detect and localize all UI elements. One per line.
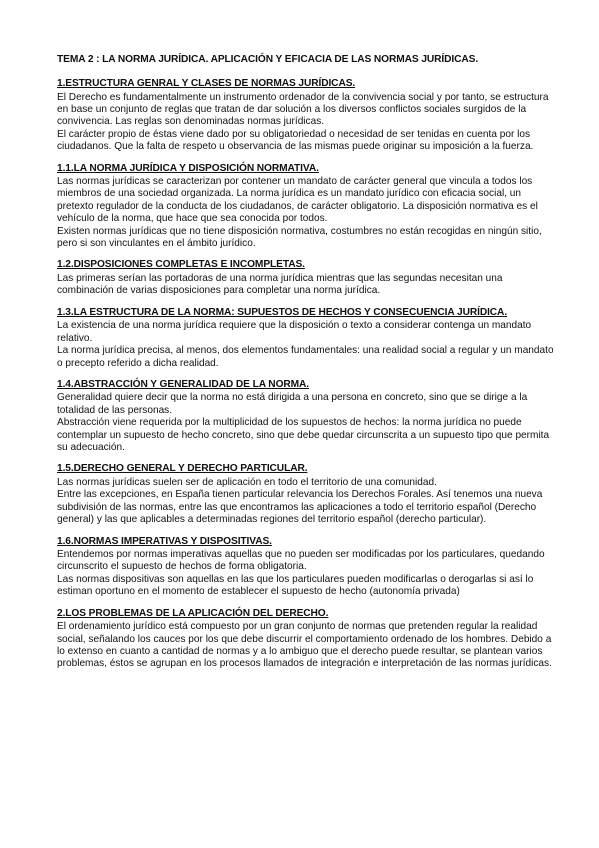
paragraph: Las normas jurídicas suelen ser de aplicación en todo el territorio de una comunidad. (57, 476, 437, 488)
paragraph: Entendemos por normas imperativas aquellas que no pueden ser modificadas por los particulares, quedando circunscrito el supuesto de hechos de forma obligatoria. (57, 549, 545, 573)
section-heading: 1.1.LA NORMA JURÍDICA Y DISPOSICIÓN NORMATIVA. (57, 162, 319, 174)
paragraph: El ordenamiento jurídico está compuesto por un gran conjunto de normas que pretenden regular la realidad social, señalando los cauces por los que debe discurrir el comportamiento ordenado de los hombres. Debido a lo extenso en cuanto a cantidad de normas y a lo ambiguo que el derecho puede resultar, se plantean varios problemas, éstos se agrupan en los procesos llamados de integración e interpretación de las normas jurídicas. (57, 621, 552, 670)
paragraph: Las normas jurídicas se caracterizan por contener un mandato de carácter general que vincula a todos los miembros de una sociedad organizada. La norma jurídica es un mandato jurídico con eficacia social, un pretexto regulador de la conducta de los ciudadanos, de carácter obligatorio. La disposición normativa es el vehículo de la norma, que hace que sea conocida por todos. (57, 176, 538, 225)
section-2 (57, 608, 559, 671)
section-1-6 (57, 536, 559, 599)
section-heading: 1.5.DERECHO GENERAL Y DERECHO PARTICULAR. (57, 463, 308, 475)
section-heading: 1.3.LA ESTRUCTURA DE LA NORMA: SUPUESTOS DE HECHOS Y CONSECUENCIA JURÍDICA. (57, 306, 508, 318)
document-title: TEMA 2 : LA NORMA JURÍDICA. APLICACIÓN Y EFICACIA DE LAS NORMAS JURÍDICAS. (57, 54, 479, 65)
section-1-5 (57, 463, 559, 526)
section-1-4 (57, 379, 559, 455)
paragraph: La existencia de una norma jurídica requiere que la disposición o texto a considerar contenga un mandato relativo. (57, 320, 532, 344)
paragraph: Entre las excepciones, en España tienen particular relevancia los Derechos Forales. Así tenemos una nueva subdivisión de las normas, entre las que encontramos las aplicaciones a todo el territorio español (Derecho general) y las que aplicables a determinadas regiones del territorio español (derecho particular). (57, 489, 543, 526)
section-1-3 (57, 307, 559, 370)
section-heading: 2.LOS PROBLEMAS DE LA APLICACIÓN DEL DERECHO. (57, 607, 329, 619)
paragraph: El Derecho es fundamentalmente un instrumento ordenador de la convivencia social y por tanto, se estructura en base un conjunto de reglas que tratan de dar solución a los diversos conflictos sociales surgidos de la convivencia. Las reglas son denominadas normas jurídicas. (57, 91, 549, 128)
paragraph: Las normas dispositivas son aquellas en las que los particulares pueden modificarlas o derogarlas si así lo estiman oportuno en el momento de establecer el supuesto de hecho (autonomía privada) (57, 573, 534, 598)
paragraph: La norma jurídica precisa, al menos, dos elementos fundamentales: una realidad social a regular y un mandato o precepto referido a dicha realidad. (57, 345, 554, 369)
section-heading: 1.ESTRUCTURA GENRAL Y CLASES DE NORMAS JURÍDICAS. (57, 78, 356, 89)
section-1-1 (57, 163, 559, 251)
section-heading: 1.6.NORMAS IMPERATIVAS Y DISPOSITIVAS. (57, 535, 272, 547)
paragraph: Generalidad quiere decir que la norma no está dirigida a una persona en concreto, sino que se dirige a la totalidad de las personas. (57, 392, 528, 416)
paragraph: Existen normas jurídicas que no tiene disposición normativa, costumbres no están recogidas en ningún sitio, pero si son vinculantes en el ámbito jurídico. (57, 225, 542, 250)
paragraph: El carácter propio de éstas viene dado por su obligatoriedad o necesidad de ser tenidas en cuenta por los ciudadanos. Que la falta de respeto u observancia de las mismas puede originar su imposición a la fuerza. (57, 128, 534, 153)
paragraph: Las primeras serían las portadoras de una norma jurídica mientras que las segundas necesitan una combinación de varias disposiciones para completar una norma jurídica. (57, 272, 503, 297)
paragraph: Abstracción viene requerida por la multiplicidad de los supuestos de hechos: la norma jurídica no puede contemplar un supuesto de hecho concreto, sino que debe quedar circunscrita a un supuesto tipo que permita su adecuación. (57, 417, 550, 454)
section-1 (57, 78, 559, 154)
section-1-2 (57, 259, 559, 297)
section-heading: 1.4.ABSTRACCIÓN Y GENERALIDAD DE LA NORMA. (57, 378, 310, 390)
section-heading: 1.2.DISPOSICIONES COMPLETAS E INCOMPLETAS. (57, 259, 305, 271)
